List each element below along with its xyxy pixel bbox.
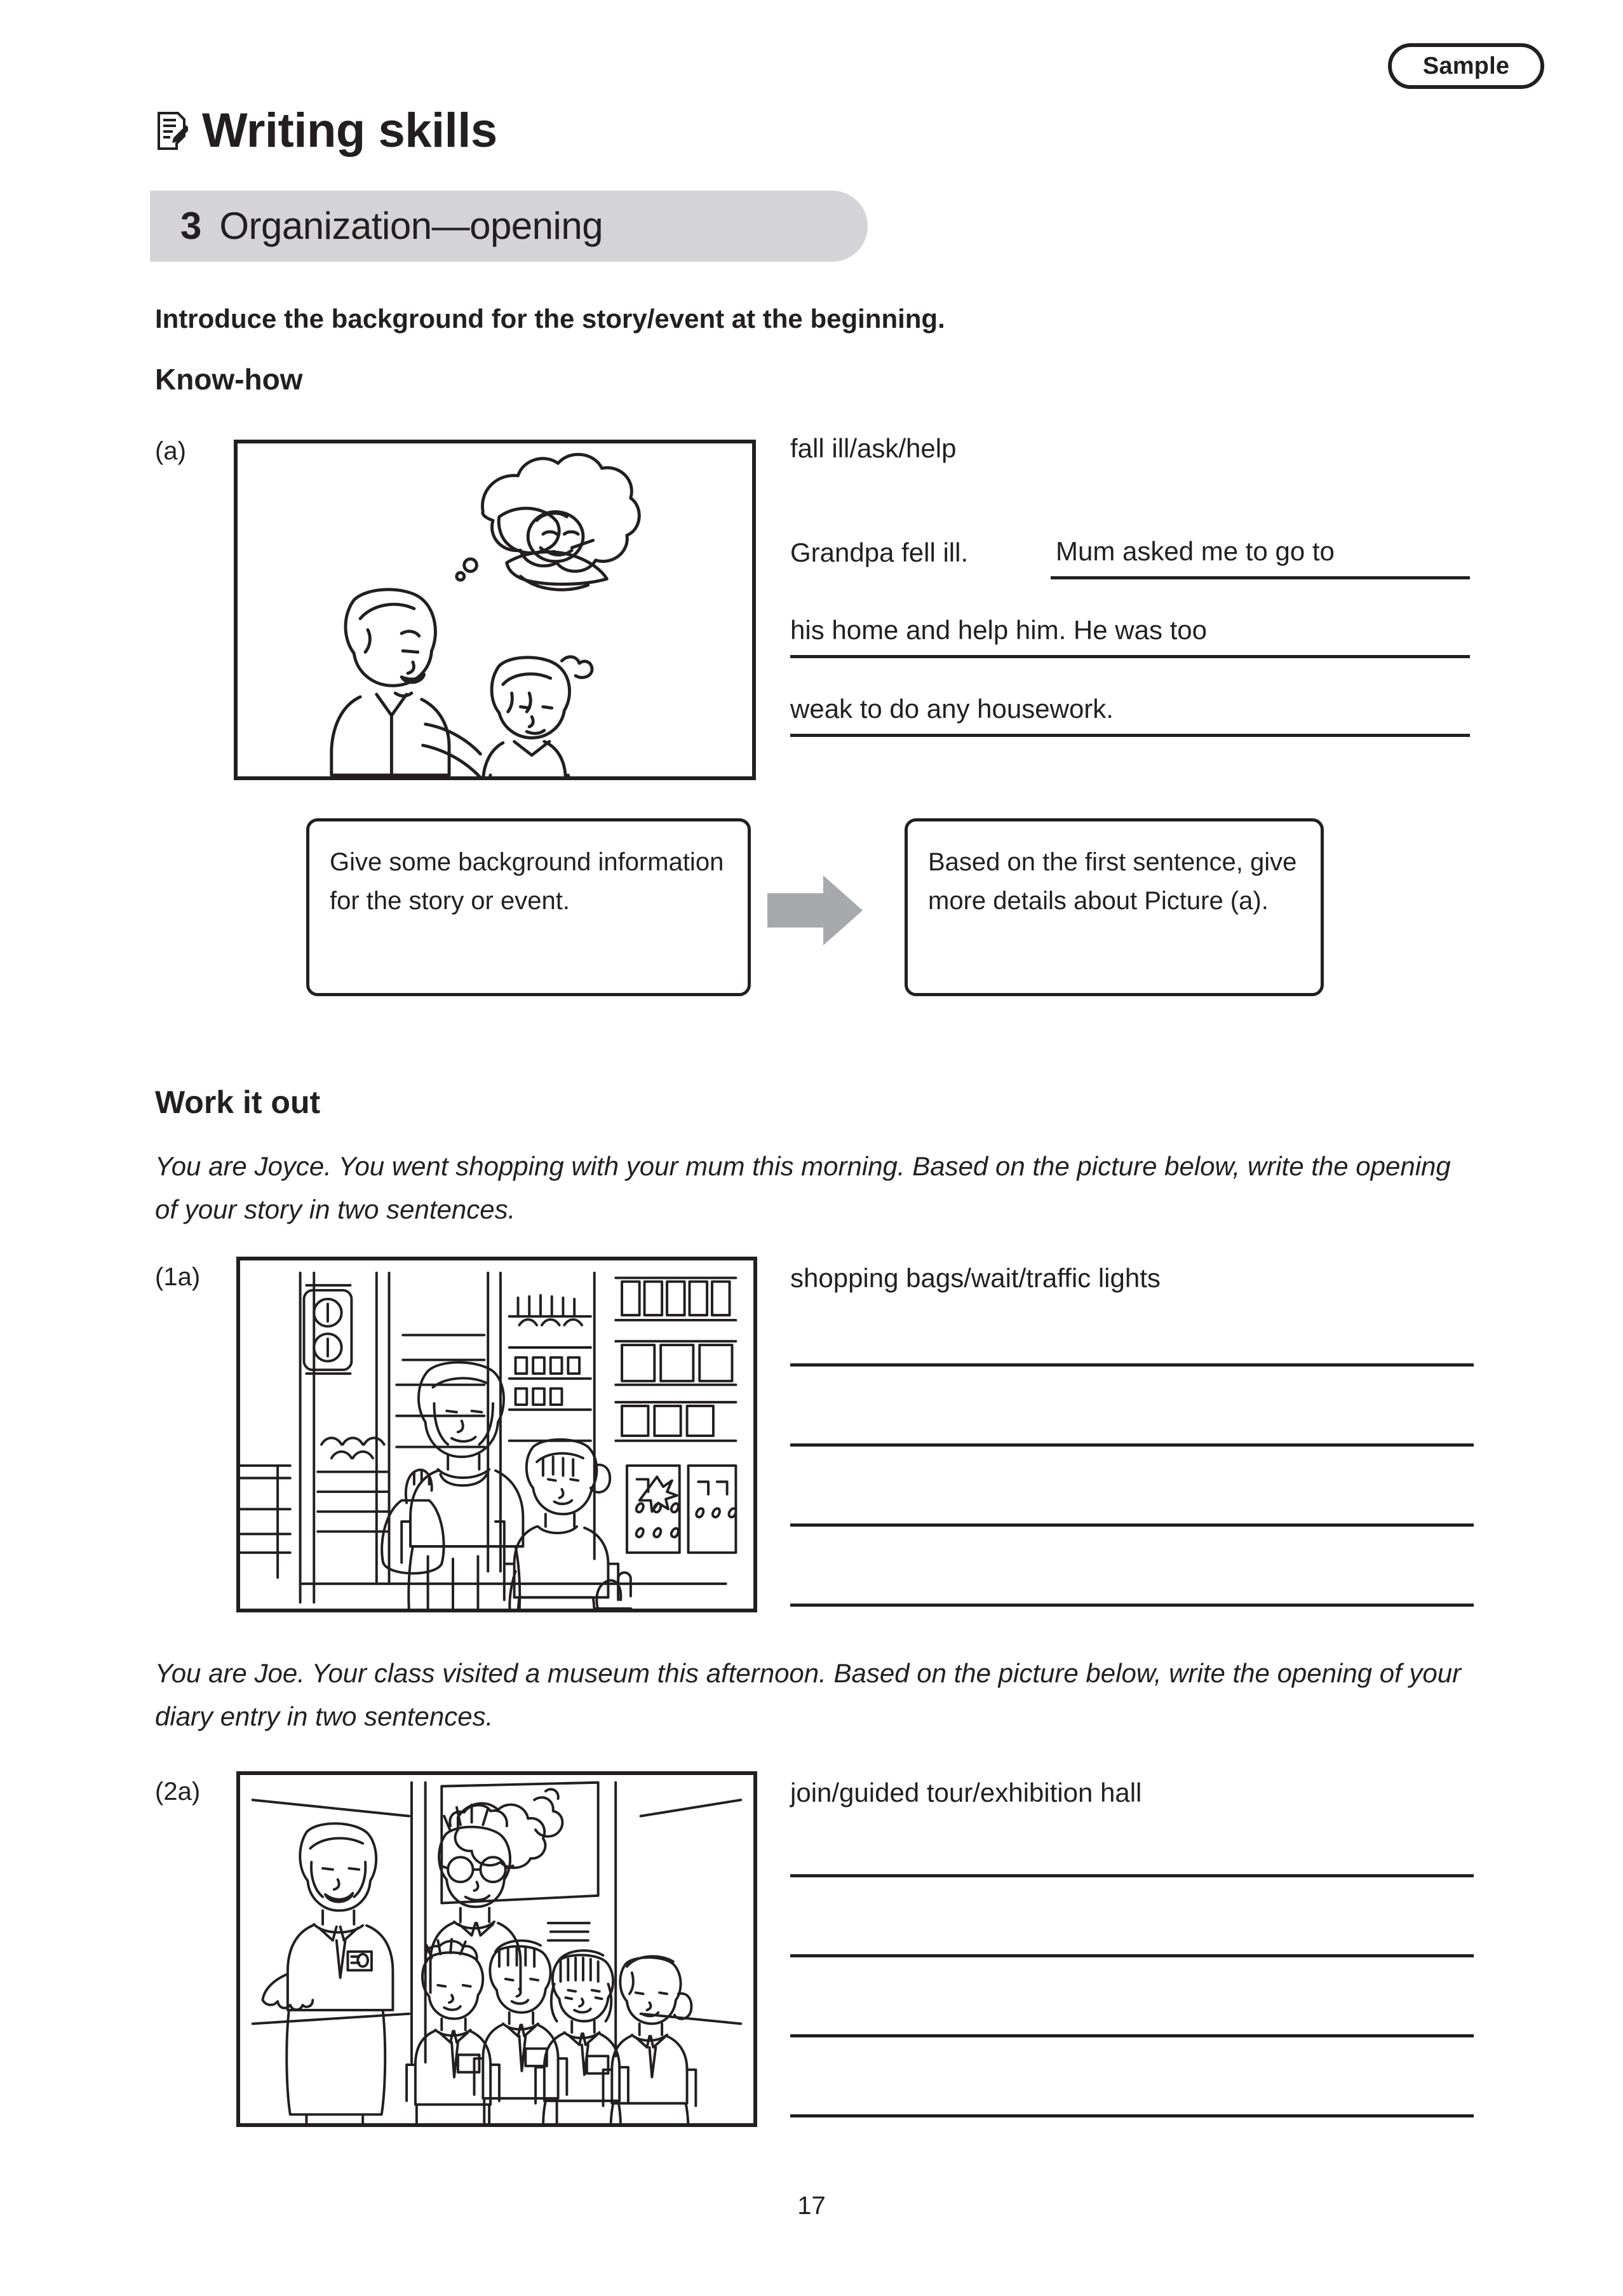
cue-words-2a: join/guided tour/exhibition hall [790,1778,1142,1807]
blank-line-1a-2[interactable] [790,1443,1474,1447]
sample-badge-label: Sample [1422,52,1510,79]
picture-a [234,440,756,780]
answer-row-3 [790,658,1470,737]
intro-instruction: Introduce the background for the story/event at the beginning. [155,304,945,334]
blank-line-2a-2[interactable] [790,1954,1474,1957]
section-title: Organization—opening [219,205,603,247]
picture-label-a: (a) [155,437,186,465]
callout-box-background-text: Give some background information for the story or event. [330,848,724,915]
answer-row-1 [790,501,1470,579]
right-arrow-icon [767,875,863,945]
task-1-prompt: You are Joyce. You went shopping with your mum this morning. Based on the picture below, write the opening of your story in two sentences. [155,1151,1451,1225]
cue-words-a: fall ill/ask/help [790,433,957,463]
task-2-prompt: You are Joe. Your class visited a museum this afternoon. Based on the picture below, write the opening of your diary entry in two sentences. [155,1658,1462,1732]
callout-box-background [306,818,751,996]
section-number: 3 [180,205,202,247]
page-number: 17 [797,2192,826,2220]
answer-written-line-2: his home and help him. He was too [790,615,1208,645]
picture-2a [236,1771,757,2127]
picture-label-1a: (1a) [155,1263,201,1291]
answer-row-2 [790,579,1470,658]
section-title-bar [150,191,868,262]
cue-words-1a: shopping bags/wait/traffic lights [790,1263,1161,1293]
blank-line-1a-1[interactable] [790,1363,1474,1367]
page-title-text: Writing skills [202,104,497,158]
callout-box-details-text: Based on the first sentence, give more details about Picture (a). [928,848,1297,915]
picture-1a [236,1257,757,1612]
blank-line-2a-4[interactable] [790,2114,1474,2117]
blank-line-1a-3[interactable] [790,1523,1474,1527]
picture-label-2a: (2a) [155,1778,201,1806]
answer-underline-3 [790,734,1470,737]
sample-badge [1388,43,1544,89]
document-pencil-icon [155,111,188,151]
answer-printed-prefix: Grandpa fell ill. [790,537,969,567]
workout-heading: Work it out [155,1084,321,1120]
page-title [155,104,497,158]
blank-line-2a-1[interactable] [790,1874,1474,1877]
blank-line-1a-4[interactable] [790,1604,1474,1607]
answer-written-line-3: weak to do any housework. [790,694,1114,724]
answer-written-line-1: Mum asked me to go to [1056,536,1335,566]
blank-line-2a-3[interactable] [790,2034,1474,2037]
knowhow-heading: Know-how [155,363,303,396]
callout-box-details [905,818,1324,996]
